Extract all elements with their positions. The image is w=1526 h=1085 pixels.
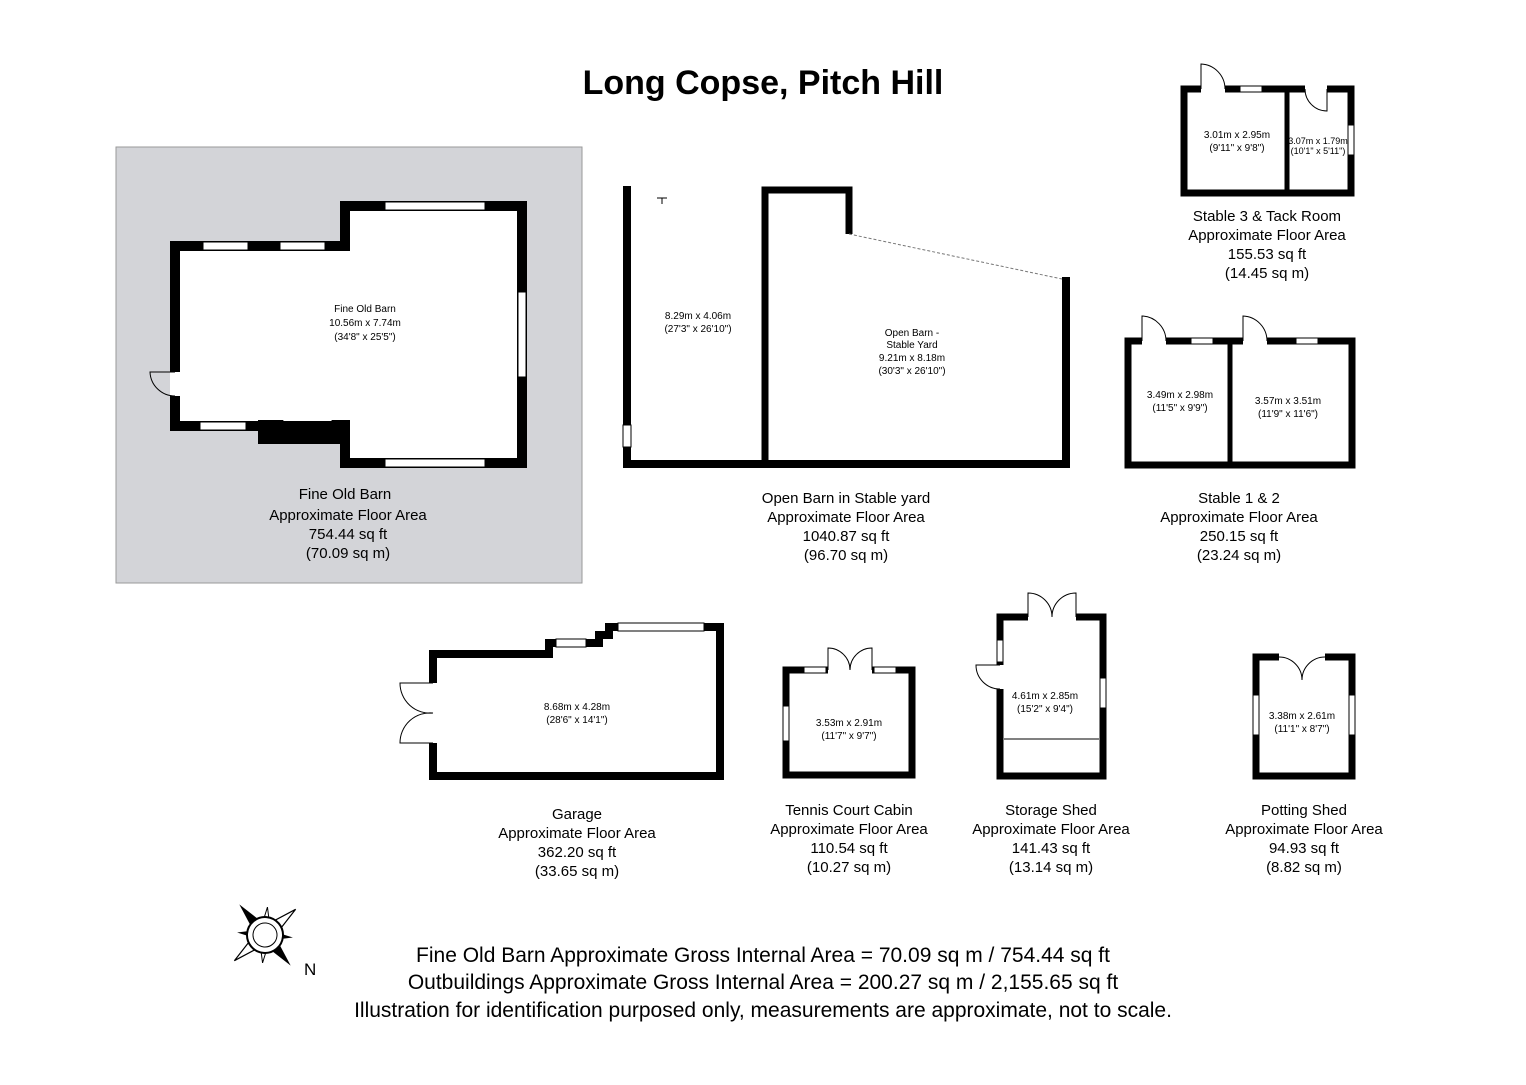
door-opening: [1305, 85, 1327, 93]
stable12-plan: [1128, 316, 1352, 564]
compass-label: N: [304, 960, 317, 979]
room-dim-metric: 9.21m x 8.18m: [878, 353, 946, 364]
window: [385, 459, 485, 467]
window: [1349, 695, 1355, 735]
window: [385, 202, 485, 210]
caption-sqm: (13.14 sq m): [1008, 859, 1094, 876]
room-dim-metric: 3.01m x 2.95m: [1203, 130, 1271, 141]
storage-shed-plan: [972, 593, 1130, 876]
stable12-caption: [1160, 490, 1318, 564]
fine-old-barn-plan: [116, 147, 582, 583]
door-opening: [1201, 85, 1225, 93]
open-barn-divider: [765, 190, 849, 464]
room-dim-metric: 3.49m x 2.98m: [1146, 390, 1214, 401]
open-barn-caption: [762, 490, 930, 564]
window: [1240, 86, 1262, 92]
room-dim-imperial: (27'3" x 26'10"): [664, 324, 732, 335]
window: [618, 623, 704, 631]
caption-name: Stable 3 & Tack Room: [1192, 208, 1342, 225]
room-dim-imperial: (11'5" x 9'9"): [1152, 403, 1208, 414]
room-dim-metric: 8.68m x 4.28m: [543, 702, 611, 713]
footer-line-2: Outbuildings Approximate Gross Internal Area = 200.27 sq m / 2,155.65 sq ft: [407, 971, 1119, 994]
window: [556, 639, 586, 647]
door-opening: [170, 372, 180, 396]
tennis-cabin-caption: [770, 802, 928, 876]
window: [874, 667, 896, 673]
caption-name: Garage: [551, 806, 603, 823]
caption-name: Tennis Court Cabin: [785, 802, 913, 819]
room-dim-metric: 3.07m x 1.79m: [1288, 136, 1348, 146]
room-dim-imperial: (11'9" x 11'6"): [1257, 409, 1319, 420]
room-dim-imperial: (30'3" x 26'10"): [878, 366, 946, 377]
window: [783, 706, 789, 741]
caption-sqft: 155.53 sq ft: [1227, 246, 1307, 263]
room-dim-metric: 8.29m x 4.06m: [664, 311, 732, 322]
caption-sqm: (33.65 sq m): [534, 863, 620, 880]
page-title: Long Copse, Pitch Hill: [582, 64, 944, 102]
window: [200, 422, 246, 430]
caption-name: Potting Shed: [1261, 802, 1347, 819]
caption-label: Approximate Floor Area: [269, 507, 427, 524]
caption-name: Fine Old Barn: [298, 486, 392, 503]
room-dim-imperial: (15'2" x 9'4"): [1017, 704, 1073, 715]
caption-name: Open Barn in Stable yard: [761, 490, 931, 507]
caption-sqm: (70.09 sq m): [305, 545, 391, 562]
window: [1100, 678, 1106, 708]
caption-sqft: 94.93 sq ft: [1268, 840, 1340, 857]
room-dim-metric: 10.56m x 7.74m: [329, 318, 401, 329]
window: [1253, 695, 1259, 735]
caption-sqm: (23.24 sq m): [1196, 547, 1282, 564]
caption-sqft: 362.20 sq ft: [537, 844, 617, 861]
caption-label: Approximate Floor Area: [1188, 227, 1346, 244]
door-swing: [400, 683, 433, 743]
caption-sqm: (14.45 sq m): [1224, 265, 1310, 282]
garage-plan: [400, 623, 720, 880]
window: [804, 667, 826, 673]
window: [203, 242, 248, 250]
caption-sqft: 141.43 sq ft: [1011, 840, 1091, 857]
room-name: Fine Old Barn: [334, 304, 396, 315]
room-name: Stable Yard: [886, 340, 938, 351]
stable3-plan: [1184, 64, 1354, 282]
caption-sqm: (8.82 sq m): [1266, 859, 1342, 876]
caption-sqm: (10.27 sq m): [806, 859, 892, 876]
caption-sqm: (96.70 sq m): [803, 547, 889, 564]
caption-sqft: 250.15 sq ft: [1199, 528, 1279, 545]
door-opening: [1279, 653, 1325, 661]
room-dim-imperial: (10'1" x 5'11"): [1290, 146, 1346, 156]
caption-sqft: 754.44 sq ft: [308, 526, 388, 543]
caption-label: Approximate Floor Area: [767, 509, 925, 526]
footer-notes: [354, 944, 1172, 1022]
room-dim-metric: 3.38m x 2.61m: [1268, 711, 1336, 722]
caption-label: Approximate Floor Area: [1160, 509, 1318, 526]
room-dim-metric: 4.61m x 2.85m: [1011, 691, 1079, 702]
room-dim-imperial: (34'8" x 25'5"): [334, 332, 396, 343]
potting-shed-plan: [1225, 653, 1383, 876]
caption-label: Approximate Floor Area: [498, 825, 656, 842]
room-dim-metric: 3.57m x 3.51m: [1254, 396, 1322, 407]
caption-sqft: 110.54 sq ft: [810, 840, 888, 857]
caption-name: Storage Shed: [1005, 802, 1097, 819]
room-dim-imperial: (9'11" x 9'8"): [1209, 143, 1265, 154]
stable3-caption: [1188, 208, 1346, 282]
room-dim-imperial: (11'1" x 8'7"): [1274, 724, 1330, 735]
room-dim-imperial: (28'6" x 14'1"): [546, 715, 608, 726]
door-opening: [1243, 337, 1267, 345]
window: [518, 292, 526, 377]
room-dim-imperial: (11'7" x 9'7"): [821, 731, 877, 742]
window: [1296, 338, 1318, 344]
window: [1191, 338, 1213, 344]
potting-shed-caption: [1225, 802, 1383, 876]
garage-caption: [498, 806, 656, 880]
window: [1348, 125, 1354, 155]
window: [623, 425, 631, 447]
window: [997, 640, 1003, 662]
caption-label: Approximate Floor Area: [770, 821, 928, 838]
footer-line-3: Illustration for identification purposed only, measurements are approximate, not to scale.: [354, 999, 1172, 1022]
tennis-cabin-plan: [770, 648, 928, 876]
window: [280, 242, 325, 250]
door-opening: [996, 665, 1004, 689]
open-barn-plan: [623, 186, 1066, 564]
open-edge-dashed: [849, 234, 1062, 279]
caption-sqft: 1040.87 sq ft: [802, 528, 890, 545]
storage-shed-caption: [972, 802, 1130, 876]
caption-label: Approximate Floor Area: [1225, 821, 1383, 838]
caption-name: Stable 1 & 2: [1198, 490, 1280, 507]
footer-line-1: Fine Old Barn Approximate Gross Internal Area = 70.09 sq m / 754.44 sq ft: [416, 944, 1110, 967]
room-name: Open Barn -: [884, 328, 940, 339]
caption-label: Approximate Floor Area: [972, 821, 1130, 838]
room-dim-metric: 3.53m x 2.91m: [815, 718, 883, 729]
door-opening: [1142, 337, 1166, 345]
